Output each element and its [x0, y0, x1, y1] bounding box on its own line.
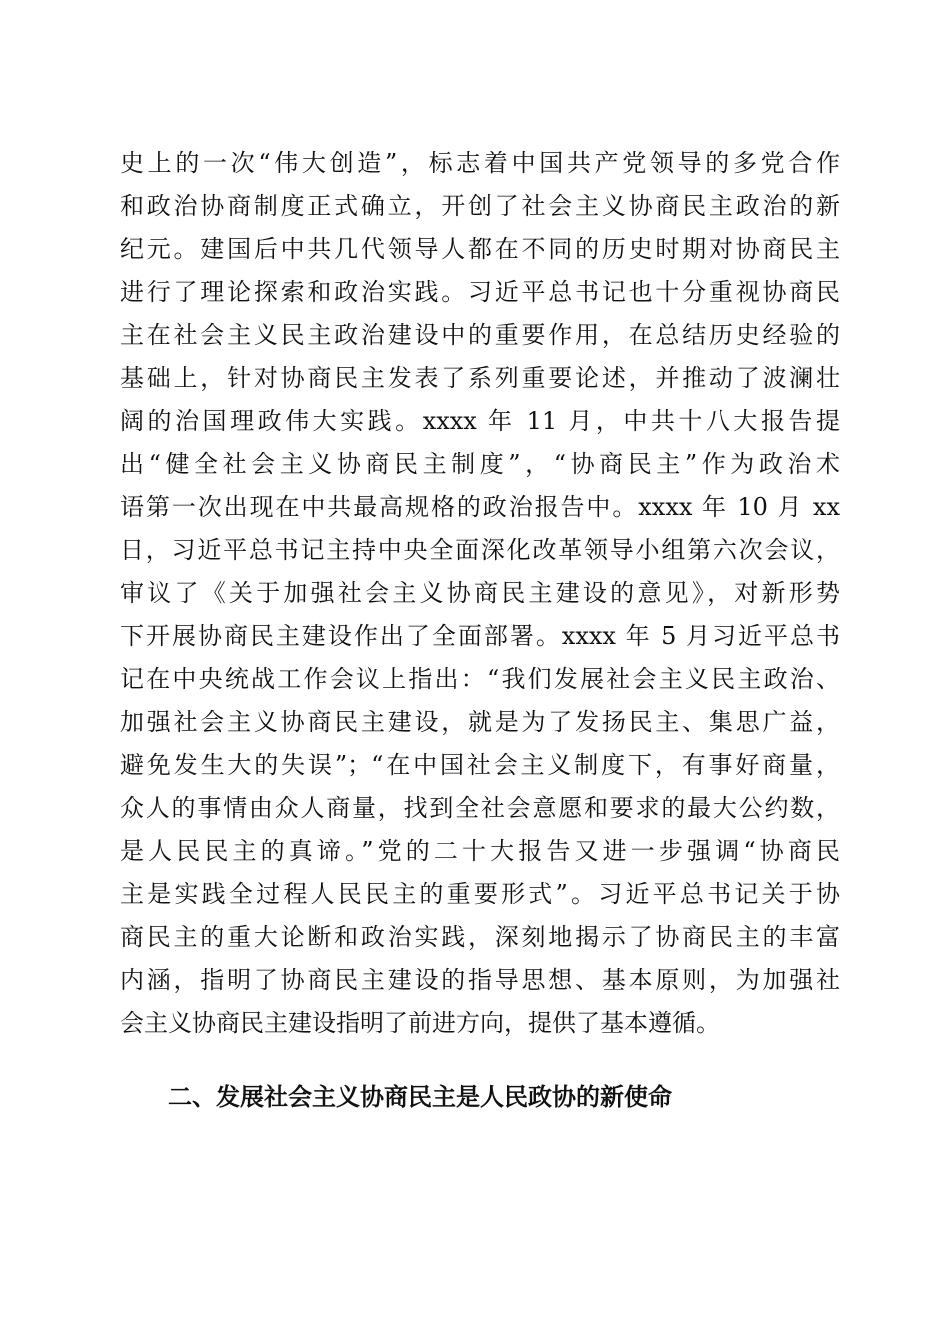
- paragraph-line: 和政治协商制度正式确立，开创了社会主义协商民主政治的新: [120, 192, 840, 220]
- paragraph-line: 基础上，针对协商民主发表了系列重要论述，并推动了波澜壮: [120, 364, 840, 392]
- paragraph-line: 纪元。建国后中共几代领导人都在不同的历史时期对协商民主: [120, 235, 840, 263]
- paragraph-line: 商民主的重大论断和政治实践，深刻地揭示了协商民主的丰富: [120, 923, 840, 951]
- paragraph-line: 主在社会主义民主政治建设中的重要作用，在总结历史经验的: [120, 321, 840, 349]
- paragraph-line: 史上的一次“伟大创造”，标志着中国共产党领导的多党合作: [120, 149, 840, 177]
- paragraph-line: 主是实践全过程人民民主的重要形式”。习近平总书记关于协: [120, 880, 840, 908]
- paragraph-line: 语第一次出现在中共最高规格的政治报告中。xxxx 年 10 月 xx: [120, 493, 840, 521]
- paragraph-line: 下开展协商民主建设作出了全面部署。xxxx 年 5 月习近平总书: [120, 622, 840, 650]
- paragraph-line: 避免发生大的失误”；“在中国社会主义制度下，有事好商量，: [120, 751, 840, 779]
- paragraph-line: 进行了理论探索和政治实践。习近平总书记也十分重视协商民: [120, 278, 840, 306]
- paragraph-line: 是人民民主的真谛。”党的二十大报告又进一步强调“协商民: [120, 837, 840, 865]
- paragraph-line: 内涵，指明了协商民主建设的指导思想、基本原则，为加强社: [120, 966, 840, 994]
- paragraph-line: 会主义协商民主建设指明了前进方向，提供了基本遵循。: [120, 1009, 720, 1037]
- paragraph-line: 出“健全社会主义协商民主制度”，“协商民主”作为政治术: [120, 450, 840, 478]
- paragraph-line: 记在中央统战工作会议上指出：“我们发展社会主义民主政治、: [120, 665, 840, 693]
- section-heading: 二、发展社会主义协商民主是人民政协的新使命: [168, 1083, 672, 1111]
- paragraph-line: 阔的治国理政伟大实践。xxxx 年 11 月，中共十八大报告提: [120, 407, 840, 435]
- paragraph-line: 众人的事情由众人商量，找到全社会意愿和要求的最大公约数，: [120, 794, 840, 822]
- paragraph-line: 日，习近平总书记主持中央全面深化改革领导小组第六次会议，: [120, 536, 840, 564]
- body-paragraph: [120, 142, 840, 1045]
- paragraph-line: 审议了《关于加强社会主义协商民主建设的意见》，对新形势: [120, 579, 840, 607]
- paragraph-line: 加强社会主义协商民主建设，就是为了发扬民主、集思广益，: [120, 708, 840, 736]
